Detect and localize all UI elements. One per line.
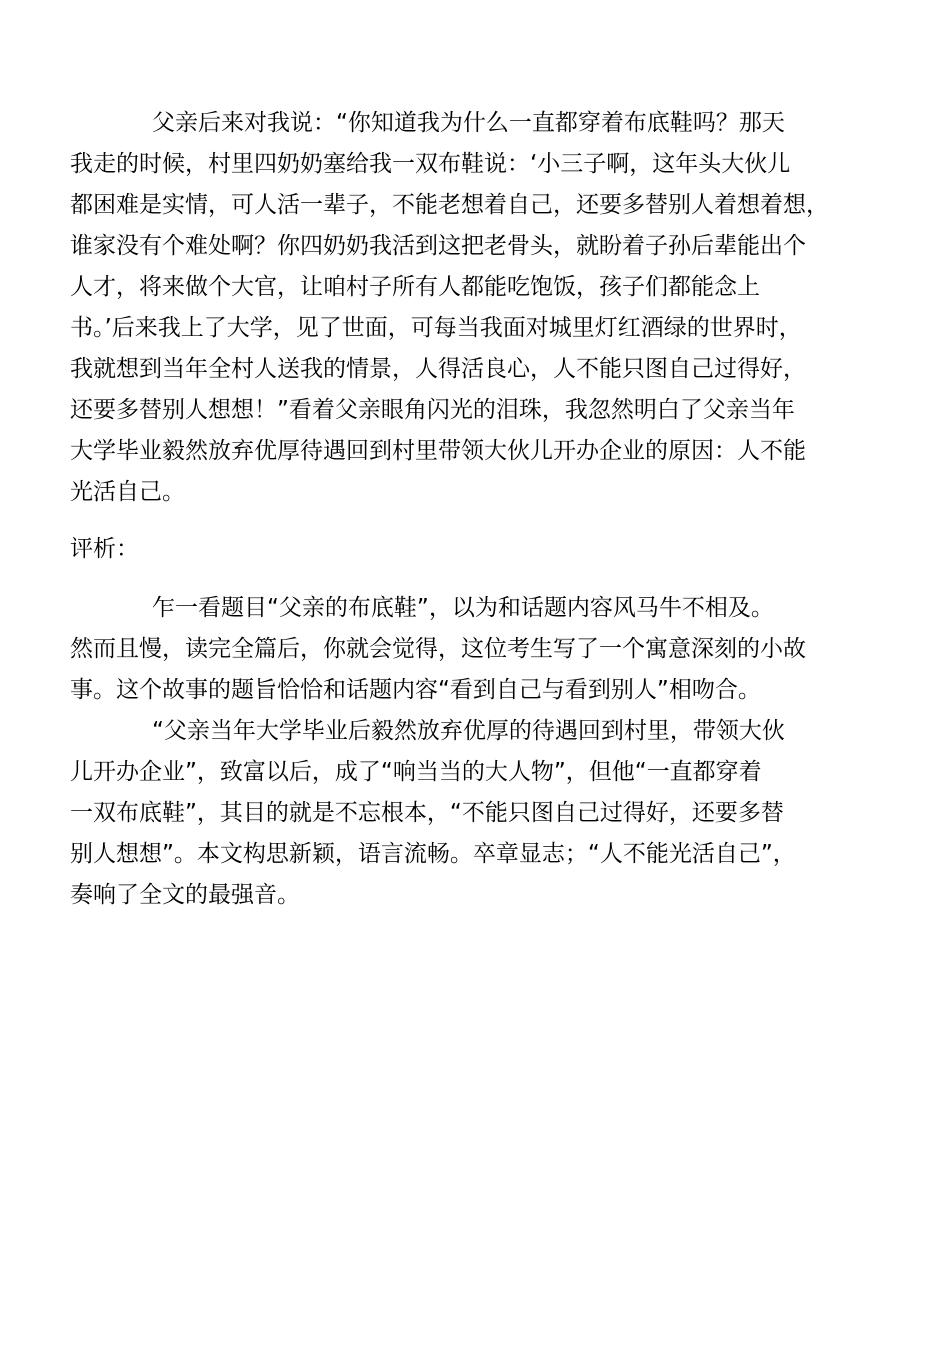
commentary-line: 儿开办企业”，致富以后，成了“响当当的大人物”，但他“一直都穿着 (70, 759, 762, 785)
story-line: 人才，将来做个大官，让咱村子所有人都能吃饱饭，孩子们都能念上 (70, 274, 760, 300)
story-line: 我就想到当年全村人送我的情景，人得活良心，人不能只图自己过得好， (70, 356, 806, 382)
commentary-line: 事。这个故事的题旨恰恰和话题内容“看到自己与看到别人”相吻合。 (70, 677, 761, 703)
story-line: 书。’后来我上了大学，见了世面，可每当我面对城里灯红酒绿的世界时， (70, 315, 802, 341)
commentary-paragraph-2 (70, 711, 840, 916)
story-line: 大学毕业毅然放弃优厚待遇回到村里带领大伙儿开办企业的原因：人不能 (70, 438, 806, 464)
commentary-line: 乍一看题目“父亲的布底鞋”，以为和话题内容风马牛不相及。 (152, 595, 774, 621)
story-line: 我走的时候，村里四奶奶塞给我一双布鞋说：‘小三子啊，这年头大伙儿 (70, 151, 791, 177)
section-heading: 评析： (70, 536, 139, 562)
commentary-line: 奏响了全文的最强音。 (70, 882, 300, 908)
commentary-heading (70, 529, 840, 570)
story-line: 谁家没有个难处啊？你四奶奶我活到这把老骨头，就盼着子孙后辈能出个 (70, 233, 806, 259)
commentary-line: 一双布底鞋”，其目的就是不忘根本，“不能只图自己过得好，还要多替 (70, 800, 784, 826)
commentary-line: “父亲当年大学毕业后毅然放弃优厚的待遇回到村里，带领大伙 (152, 718, 785, 744)
story-line: 还要多替别人想想！”看着父亲眼角闪光的泪珠，我忽然明白了父亲当年 (70, 397, 795, 423)
story-line: 父亲后来对我说：“你知道我为什么一直都穿着布底鞋吗？那天 (152, 110, 785, 136)
story-line: 都困难是实情，可人活一辈子，不能老想着自己，还要多替别人着想着想， (70, 192, 829, 218)
commentary-paragraph-1 (70, 588, 840, 711)
story-line: 光活自己。 (70, 479, 185, 505)
story-paragraph (70, 103, 840, 513)
commentary-line: 然而且慢，读完全篇后，你就会觉得，这位考生写了一个寓意深刻的小故 (70, 636, 806, 662)
commentary-line: 别人想想”。本文构思新颖，语言流畅。卒章显志；“人不能光活自己”， (70, 841, 796, 867)
